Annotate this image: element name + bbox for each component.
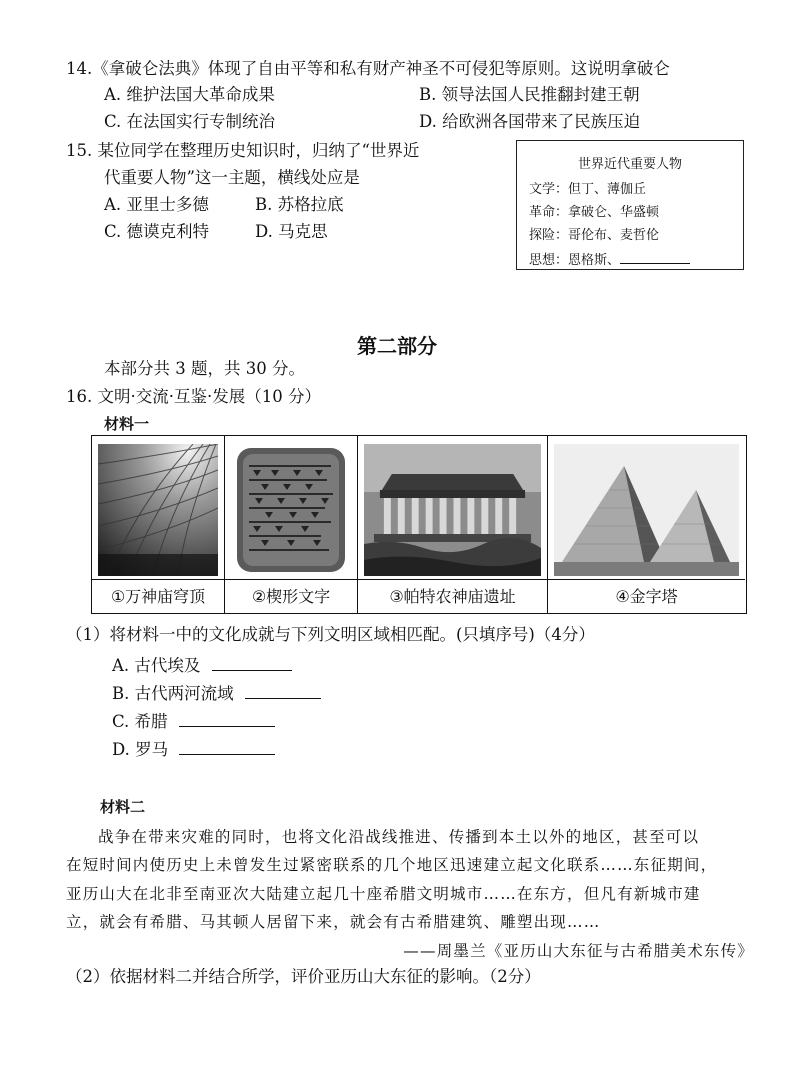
q14-option-c: C. 在法国实行专制统治: [104, 112, 276, 131]
match-item-b-label: B. 古代两河流域: [112, 684, 234, 703]
material1-label: 材料一: [104, 415, 150, 433]
image-cell-pyramids: [548, 436, 745, 613]
match-item-c-label: C. 希腊: [112, 712, 168, 731]
caption-pantheon: ①万神庙穹顶: [92, 579, 224, 613]
material2-line-1: 战争在带来灾难的同时，也将文化沿战线推进、传播到本土以外的地区，甚至可以: [98, 828, 700, 846]
match-item-c: [112, 710, 275, 732]
pyramids-image: [554, 444, 739, 576]
match-blank-b[interactable]: [245, 682, 321, 699]
material2-line-2: 在短时间内使历史上未曾发生过紧密联系的几个地区迅速建立起文化联系……东征期间，: [66, 856, 718, 874]
pantheon-dome-image: [98, 444, 218, 576]
parthenon-image: [364, 444, 541, 576]
q16-sub1-stem: （1）将材料一中的文化成就与下列文明区域相匹配。(只填序号)（4分）: [66, 625, 595, 644]
match-item-a: [112, 654, 292, 676]
caption-cuneiform: ②楔形文字: [225, 579, 357, 613]
match-item-d-label: D. 罗马: [112, 740, 169, 759]
part-intro: 本部分共 3 题，共 30 分。: [104, 359, 305, 378]
match-item-b: [112, 682, 321, 704]
q14-option-d: D. 给欧洲各国带来了民族压迫: [419, 112, 641, 131]
box-row-thought-text: 思想：恩格斯、: [529, 253, 621, 268]
q15-option-d: D. 马克思: [255, 222, 328, 241]
cuneiform-tablet-image: [231, 444, 351, 576]
q15-stem-line1: 15. 某位同学在整理历史知识时，归纳了“世界近: [66, 141, 420, 160]
q15-option-c: C. 德谟克利特: [104, 222, 210, 241]
match-blank-d[interactable]: [179, 738, 275, 755]
match-item-d: [112, 738, 275, 760]
match-blank-c[interactable]: [179, 710, 275, 727]
match-blank-a[interactable]: [212, 654, 292, 671]
q15-option-a: A. 亚里士多德: [104, 195, 209, 214]
q15-stem-line2: 代重要人物”这一主题，横线处应是: [104, 168, 360, 187]
caption-pyramids: ④金字塔: [548, 579, 745, 613]
material2-line-4: 立，就会有希腊、马其顿人居留下来，就会有古希腊建筑、雕塑出现……: [66, 913, 601, 931]
box-row-literature: 文学：但丁、薄伽丘: [529, 182, 647, 197]
box-answer-blank[interactable]: [620, 247, 690, 264]
match-item-a-label: A. 古代埃及: [112, 656, 201, 675]
q15-option-b: B. 苏格拉底: [255, 195, 344, 214]
historical-figures-box: [516, 140, 744, 270]
q14-stem: 14.《拿破仑法典》体现了自由平等和私有财产神圣不可侵犯等原则。这说明拿破仑: [66, 59, 670, 78]
box-title: 世界近代重要人物: [577, 157, 682, 172]
box-row-exploration: 探险：哥伦布、麦哲伦: [529, 228, 660, 243]
box-row-revolution: 革命：拿破仑、华盛顿: [529, 205, 660, 220]
q14-option-a: A. 维护法国大革命成果: [104, 85, 275, 104]
q16-stem: 16. 文明·交流·互鉴·发展（10 分）: [66, 387, 321, 406]
q14-option-b: B. 领导法国人民推翻封建王朝: [419, 85, 640, 104]
caption-parthenon: ③帕特农神庙遗址: [358, 579, 547, 613]
image-cell-parthenon: [358, 436, 548, 613]
material2-line-3: 亚历山大在北非至南亚次大陆建立起几十座希腊文明城市……在东方，但凡有新城市建: [66, 885, 701, 903]
material2-source: ——周墨兰《亚历山大东征与古希腊美术东传》: [403, 942, 754, 960]
material2-label: 材料二: [100, 798, 146, 816]
image-cell-cuneiform: [225, 436, 358, 613]
part-heading: 第二部分: [357, 334, 437, 358]
image-cell-pantheon: [92, 436, 225, 613]
q16-sub2-stem: （2）依据材料二并结合所学，评价亚历山大东征的影响。（2分）: [66, 967, 541, 986]
material1-image-table: [91, 435, 747, 614]
box-row-thought: [529, 247, 690, 268]
